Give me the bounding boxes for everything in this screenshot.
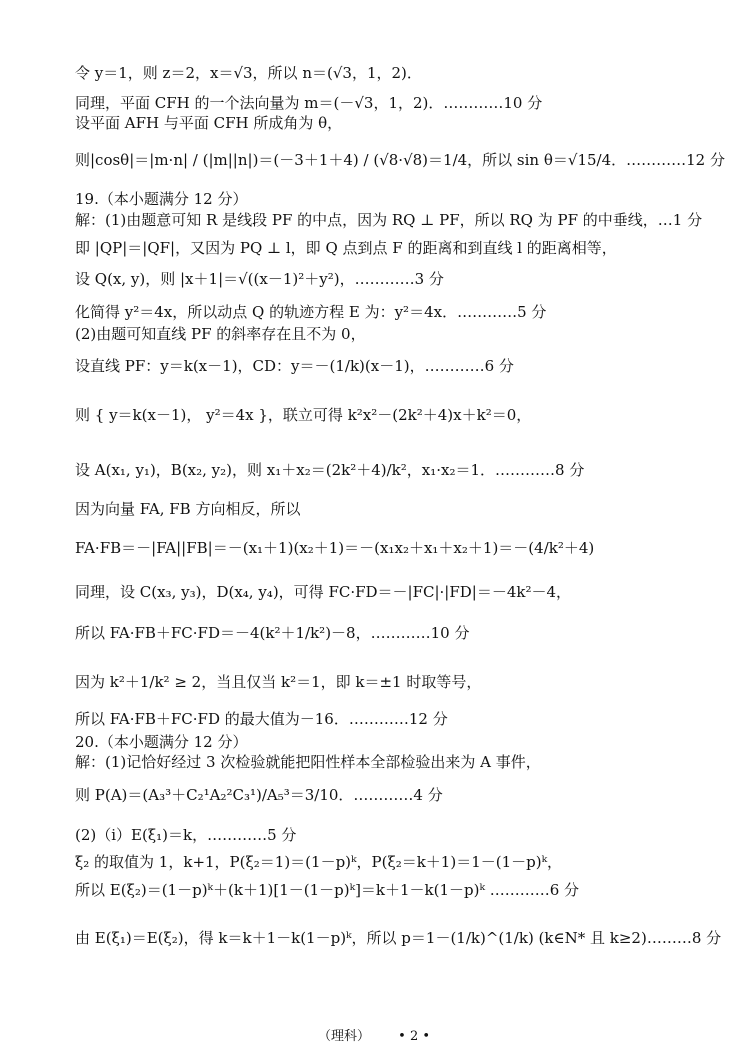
text-line: 解：(1)由题意可知 R 是线段 PF 的中点，因为 RQ ⊥ PF，所以 RQ 为 PF 的中垂线，…1 分 bbox=[75, 211, 703, 229]
text-line: FA·FB＝－|FA||FB|＝－(x₁＋1)(x₂＋1)＝－(x₁x₂＋x₁＋x₂＋1)＝－(4/k²＋4) bbox=[75, 539, 595, 557]
text-line: 令 y＝1，则 z＝2，x＝√3，所以 n＝(√3，1，2)． bbox=[75, 64, 422, 82]
text-line: ξ₂ 的取值为 1，k+1，P(ξ₂＝1)＝(1－p)ᵏ，P(ξ₂＝k＋1)＝1－(1－p)ᵏ， bbox=[75, 853, 563, 871]
text-line: 解：(1)记恰好经过 3 次检验就能把阳性样本全部检验出来为 A 事件， bbox=[75, 753, 541, 771]
text-line: 所以 E(ξ₂)＝(1－p)ᵏ＋(k＋1)[1－(1－p)ᵏ]＝k＋1－k(1－p)ᵏ …………6 分 bbox=[75, 881, 580, 899]
text-line: 因为 k²＋1/k² ≥ 2，当且仅当 k²＝1，即 k＝±1 时取等号， bbox=[75, 673, 482, 691]
text-line: 所以 FA·FB＋FC·FD 的最大值为－16．…………12 分 bbox=[75, 710, 448, 728]
text-line: (2)由题可知直线 PF 的斜率存在且不为 0， bbox=[75, 325, 366, 343]
text-line: 设 Q(x, y)，则 |x＋1|＝√((x－1)²＋y²)，…………3 分 bbox=[75, 270, 444, 288]
footer-label: （理科） bbox=[317, 1029, 370, 1044]
section-heading: 19.（本小题满分 12 分） bbox=[75, 190, 248, 208]
section-heading: 20.（本小题满分 12 分） bbox=[75, 733, 248, 751]
page-footer bbox=[0, 1025, 748, 1044]
text-line: 则 P(A)＝(A₃³＋C₂¹A₂²C₃¹)/A₅³＝3/10．…………4 分 bbox=[75, 786, 443, 804]
text-line: 设平面 AFH 与平面 CFH 所成角为 θ， bbox=[75, 114, 343, 132]
text-line: 由 E(ξ₁)＝E(ξ₂)，得 k＝k＋1－k(1－p)ᵏ，所以 p＝1－(1/k)^(1/k) (k∈N* 且 k≥2)………8 分 bbox=[75, 929, 722, 947]
text-line: 设 A(x₁, y₁)，B(x₂, y₂)，则 x₁＋x₂＝(2k²＋4)/k²，x₁·x₂＝1．…………8 分 bbox=[75, 461, 585, 479]
text-line: 即 |QP|＝|QF|，又因为 PQ ⊥ l，即 Q 点到点 F 的距离和到直线 l 的距离相等， bbox=[75, 239, 617, 257]
page-number: • 2 • bbox=[398, 1029, 431, 1044]
text-line: 所以 FA·FB＋FC·FD＝－4(k²＋1/k²)－8，…………10 分 bbox=[75, 624, 470, 642]
text-line: 因为向量 FA, FB 方向相反，所以 bbox=[75, 500, 301, 518]
text-line: 同理，平面 CFH 的一个法向量为 m＝(－√3，1，2)．…………10 分 bbox=[75, 94, 543, 112]
text-line: 则 { y＝k(x－1)， y²＝4x }，联立可得 k²x²－(2k²＋4)x＋k²＝0， bbox=[75, 406, 532, 424]
text-line: 化简得 y²＝4x，所以动点 Q 的轨迹方程 E 为：y²＝4x．…………5 分 bbox=[75, 303, 547, 321]
text-line: 设直线 PF：y＝k(x－1)，CD：y＝－(1/k)(x－1)，…………6 分 bbox=[75, 357, 514, 375]
text-line: 则|cosθ|＝|m·n| / (|m||n|)＝(－3＋1＋4) / (√8·√8)＝1/4，所以 sin θ＝√15/4．…………12 分 bbox=[75, 151, 725, 169]
text-line: 同理，设 C(x₃, y₃)，D(x₄, y₄)，可得 FC·FD＝－|FC|·|FD|＝－4k²－4， bbox=[75, 583, 572, 601]
text-line: (2)（i）E(ξ₁)＝k，…………5 分 bbox=[75, 826, 297, 844]
